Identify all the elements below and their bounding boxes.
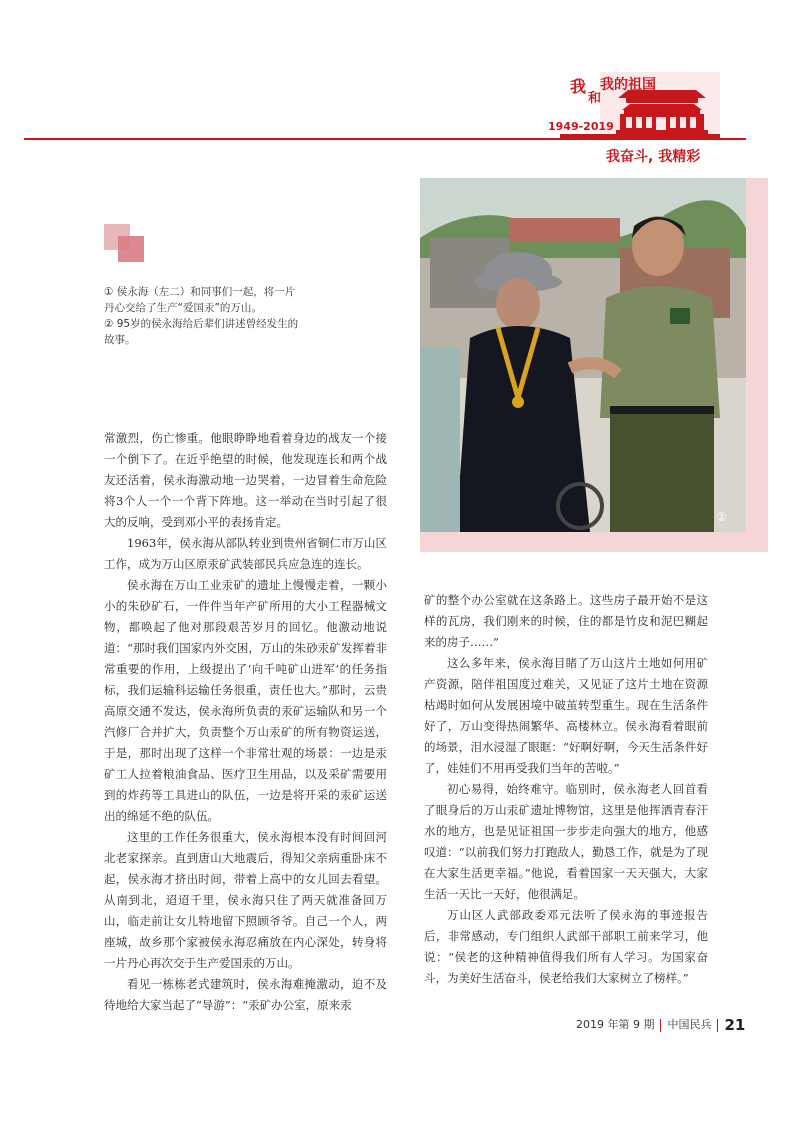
magazine-name: 中国民兵	[667, 1018, 712, 1031]
caption-2: ② 95岁的侯永海给后辈们讲述曾经发生的故事。	[104, 318, 299, 346]
article-paragraph: 常激烈，伤亡惨重。他眼睁睁地看着身边的战友一个接一个倒下了。在近乎绝望的时候，他发现连长和两个战友还活着，侯永海激动地一边哭着，一边冒着生命危险将3个人一个一个背下阵地。这一举动在当时引起了很大的反响，受到邓小平的表扬肯定。	[104, 431, 387, 529]
article-column-right	[424, 590, 708, 989]
issue-label: 2019 年第 9 期	[576, 1018, 655, 1031]
footer-divider	[717, 1019, 718, 1032]
photo-captions	[104, 284, 304, 348]
article-paragraph: 这么多年来，侯永海目睹了万山这片土地如何用矿产资源，陪伴祖国度过难关，又见证了这片土地在资源枯竭时如何从发展困境中破茧转型重生。现在生活条件好了，万山变得热闹繁华、高楼林立。侯永海看着眼前的场景，泪水浸湿了眼眶：“好啊好啊，今天生活条件好了，娃娃们不用再受我们当年的苦啦。”	[424, 656, 708, 775]
caption-1: ① 侯永海（左二）和同事们一起，将一片丹心交给了生产“爱国汞”的万山。	[104, 286, 296, 314]
article-paragraph: 这里的工作任务很重大，侯永海根本没有时间回河北老家探亲。直到唐山大地震后，得知父亲病重卧床不起，侯永海才挤出时间，带着上高中的女儿回去看望。从南到北，迢迢千里，侯永海只住了两天就准备回万山，临走前让女儿特地留下照顾爷爷。自己一个人，两座城，故乡那个家被侯永海忍痛放在内心深处，转身将一片丹心再次交于生产爱国汞的万山。	[104, 830, 387, 970]
article-paragraph: 1963年，侯永海从部队转业到贵州省铜仁市万山区工作，成为万山区原汞矿武装部民兵应急连的连长。	[104, 536, 387, 571]
decorative-square	[118, 236, 144, 262]
banner-title-he: 和	[588, 91, 602, 106]
article-column-left	[104, 428, 387, 1016]
section-title: 我奋斗, 我精彩	[606, 149, 701, 165]
article-paragraph: 侯永海在万山工业汞矿的遗址上慢慢走着，一颗小小的朱砂矿石，一件件当年产矿所用的大小工程器械文物，都唤起了他对那段艰苦岁月的回忆。他激动地说道：“那时我们国家内外交困，万山的朱砂汞矿发挥着非常重要的作用，上级提出了‘向千吨矿山进军’的任务指标，我们运输科运输任务很重，责任也大。”那时，云贵高原交通不发达，侯永海所负责的汞矿运输队和另一个汽修厂合并扩大，负责整个万山汞矿的所有物资运送，于是，那时出现了这样一个非常壮观的场景：一边是汞矿工人拉着粮油食品、医疗卫生用品，以及采矿需要用到的炸药等工具进山的队伍，一边是将开采的汞矿运送出的绵延不绝的队伍。	[104, 578, 387, 823]
page-footer	[576, 1016, 745, 1034]
article-paragraph: 矿的整个办公室就在这条路上。这些房子最开始不是这样的瓦房，我们刚来的时候，住的都是竹皮和泥巴糊起来的房子……”	[424, 593, 708, 649]
article-paragraph: 初心易得，始终难守。临别时，侯永海老人回首看了眼身后的万山汞矿遗址博物馆，这里是他挥洒青春汗水的地方，也是见证祖国一步步走向强大的地方，他感叹道：“以前我们努力打跑敌人，勤恳工作，就是为了现在大家生活更幸福。”他说，看着国家一天天强大，大家生活一天比一天好，他很满足。	[424, 782, 708, 901]
header-rule	[24, 138, 746, 140]
banner-years: 1949-2019	[548, 120, 614, 133]
photo-number-badge: ②	[716, 510, 727, 524]
banner-title-wo: 我$_和$	[570, 77, 602, 106]
article-paragraph: 看见一栋栋老式建筑时，侯永海难掩激动，迫不及待地给大家当起了“导游”：“汞矿办公室，原来汞	[104, 977, 387, 1012]
banner-title-motherland: 我的祖国	[600, 77, 656, 93]
page-number: 21	[724, 1016, 746, 1034]
article-paragraph: 万山区人武部政委邓元法听了侯永海的事迹报告后，非常感动，专门组织人武部干部职工前来学习，他说：“侯老的这种精神值得我们所有人学习。为国家奋斗，为美好生活奋斗，侯老给我们大家树立了榜样。”	[424, 908, 708, 985]
photo-veteran-and-officer	[420, 178, 746, 532]
footer-divider	[660, 1019, 661, 1032]
